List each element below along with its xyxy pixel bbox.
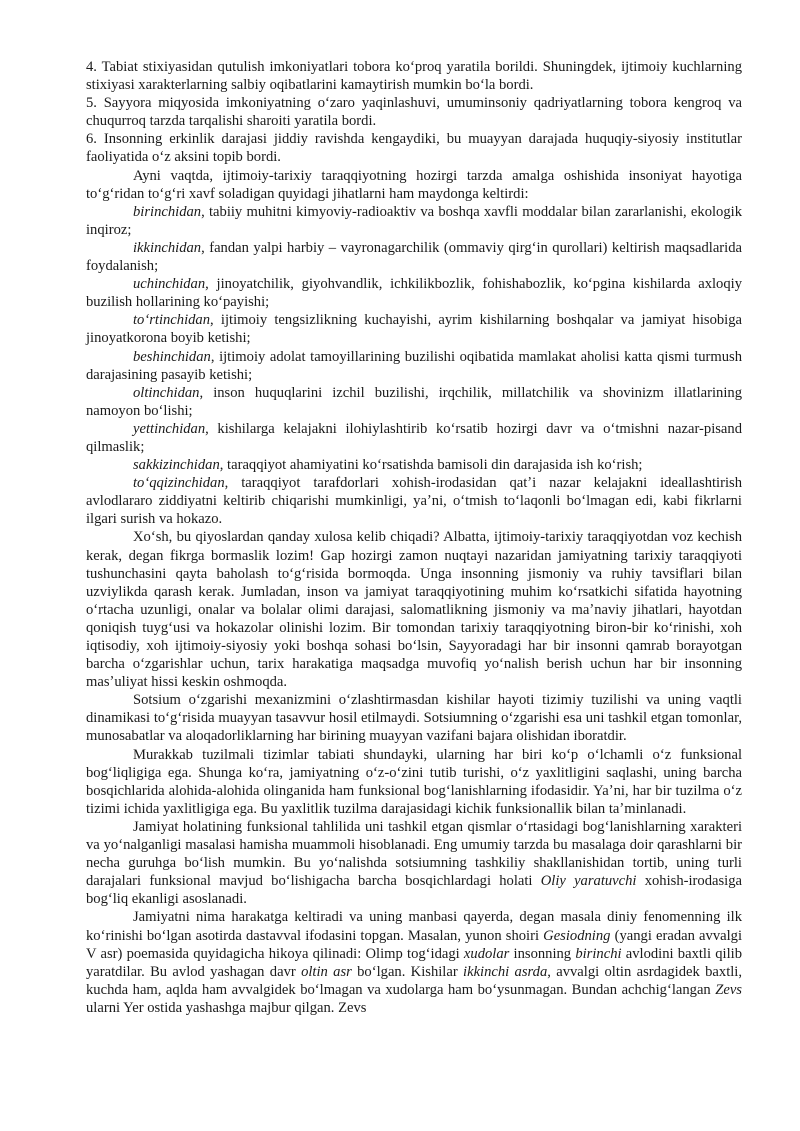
paragraph-conclusion: Xoʻsh, bu qiyoslardan qanday xulosa kelib chiqadi? Albatta, ijtimoiy-tarixiy taraqqiyotdan voz kechish kerak, degan fikrga bormaslik lozim! Gap hozirgi zamon nuqtayi nazaridan jamiyatning tarixiy taraqqiyoti tushunchasini qayta baholash toʻgʻrisida bormoqda. Unga insonning jismoniy va ruhiy tavsiflari bilan uzviylikda qarash kerak. Jumladan, inson va jamiyat taraqqiyotining muhim koʻrsatkichi sifatida hayotning oʻrtacha uzunligi, onalar va bolalar olimi darajasi, salomatlikning jismoniy va maʼnaviy jihatlari, hayotdan qoniqish tuygʻusi va hokazolar olinishi lozim. Bir tomondan tarixiy taraqqiyotning biron-bir koʻrinishi, xoh iqtisodiy, xoh ijtimoiy-siyosiy yoki boshqa sohasi boʻlsin, Sayyoradagi har bir insonni qamrab borayotgan barcha oʻzgarishlar uchun, tarix harakatiga maqsadga muvofiq yoʻnalish berish uchun har bir insonning masʼuliyat hissi keskin oshmoqda. <box>86 529 742 691</box>
emphasis: Zevs <box>715 981 742 998</box>
text-run: Jamiyatni nima harakatga keltiradi va uning manbasi qayerda, degan masala diniy fenomenning ilk koʻrinishi boʻlgan asotirda dastavval ifodasini topgan. Masalan, yunon shoiri <box>86 909 742 944</box>
emphasis: ikkinchi asrda <box>463 963 548 980</box>
emphasis: oltin asr <box>301 963 352 980</box>
paragraph-sotsium: Sotsium oʻzgarishi mexanizmini oʻzlashtirmasdan kishilar hayoti tizimiy tuzilishi va uning vaqtli dinamikasi toʻgʻrisida muayyan tasavvur hosil etilmaydi. Sotsiumning oʻzgarishi esa uni tashkil etgan tomonlar, munosabatlar va aloqadorliklarning har birining muayyan vazifani bajara olishidan iboratdir. <box>86 692 742 745</box>
list-term: ikkinchidan <box>133 239 202 256</box>
emphasis: xudolar <box>463 945 510 962</box>
numbered-point-5: 5. Sayyora miqyosida imkoniyatning oʻzaro yaqinlashuvi, umuminsoniy qadriyatlarning tobora kengroq va chuqurroq tarzda tarqalishi sharoiti yaratila bordi. <box>86 95 742 130</box>
text-run: xohish-irodasiga bogʻliq ekanligi asoslanadi. <box>86 873 742 908</box>
emphasis: birinchi <box>575 945 622 962</box>
list-term: yettinchidan <box>133 420 206 437</box>
text-run: insonning <box>509 945 576 962</box>
list-item-8 <box>86 456 742 474</box>
list-item-7 <box>86 420 742 456</box>
list-text: , fandan yalpi harbiy – vayronagarchilik (ommaviy qirgʻin qurollari) keltirish maqsadlarida foydalanish; <box>86 239 742 275</box>
list-text: , tabiiy muhitni kimyoviy-radioaktiv va boshqa xavfli moddalar bilan zararlanishi, ekologik inqiroz; <box>86 203 742 238</box>
list-term: beshinchidan <box>133 348 211 365</box>
list-term: sakkizinchidan <box>133 457 220 474</box>
list-item-2 <box>86 239 742 275</box>
text-run: boʻlgan. Kishilar <box>351 963 464 980</box>
emphasis: Oliy yaratuvchi <box>540 873 637 890</box>
list-term: uchinchidan <box>133 276 206 293</box>
list-item-5 <box>86 348 742 384</box>
list-text: , inson huquqlarini izchil buzilishi, irqchilik, millatchilik va shovinizm illatlarining namoyon boʻlishi; <box>86 384 742 419</box>
list-term: toʻqqizinchidan <box>133 475 225 492</box>
list-item-6 <box>86 384 742 420</box>
list-term: oltinchidan <box>133 384 200 401</box>
intro-paragraph: Ayni vaqtda, ijtimoiy-tarixiy taraqqiyotning hozirgi tarzda amalga oshishida insoniyat hayotiga toʻgʻridan toʻgʻri xavf soladigan quyidagi jihatlarni ham maydonga keltirdi: <box>86 167 742 202</box>
list-term: toʻrtinchidan <box>133 312 211 329</box>
text-run: ularni Yer ostida yashashga majbur qilgan. Zevs <box>86 999 367 1016</box>
text-run: Jamiyat holatining funksional tahlilida uni tashkil etgan qismlar oʻrtasidagi bogʻlanishlarning xarakteri va yoʻnalganligi masalasi hamisha muammoli hisoblanadi. Eng umumiy tarzda bu masalaga doir qarashlarni bir necha guruhga boʻlish mumkin. Bu yoʻnalishda sotsiumning tashkiliy shakllanishidan tortib, uning turli darajalari funksional mavjud boʻlishigacha barcha bosqichlardagi holati <box>86 818 742 890</box>
paragraph-mythology <box>86 908 742 1017</box>
paragraph-functional-analysis <box>86 818 742 908</box>
list-item-9 <box>86 474 742 528</box>
text-run: , avvalgi oltin asrdagidek baxtli, kuchda ham, aqlda ham avvalgidek boʻlmagan va xudolarga ham boʻysunmagan. Bundan achchigʻlangan <box>86 963 743 998</box>
paragraph-complex-systems: Murakkab tuzilmali tizimlar tabiati shundaykі, ularning har biri koʻp oʻlchamli oʻz funksional bogʻliqligiga ega. Shunga koʻra, jamiyatning oʻz-oʻzini tutib turishi, oʻz yaxlitligini saqlashi, uning barcha bosqichlarida alohida-alohida olinganida ham funksional bogʻlanishlarning ifodasidir. Yaʼni, har bir tuzilma oʻz tizimi ichida yaxlitligiga ega. Bu yaxlitlik tuzilma darajasidagi kichik funksionallik bilan taʼminlanadi. <box>86 746 742 817</box>
list-text: , jinoyatchilik, giyohvandlik, ichkilikbozlik, fohishabozlik, koʻpgina kishilarda axloqiy buzilish hollarining koʻpayishi; <box>86 276 742 311</box>
text-run: avlodini baxtli qilib yaratdilar. Bu avlod yashagan davr <box>86 945 742 980</box>
list-term: birinchidan <box>133 203 202 220</box>
text-run: (yangi eradan avvalgi V asr) poemasida quyidagicha hikoya qilinadi: Olimp togʻidagi <box>86 927 742 962</box>
list-text: , ijtimoiy adolat tamoyillarining buzilishi oqibatida mamlakat aholisi katta qismi turmush darajasining pasayib ketishi; <box>86 348 742 383</box>
numbered-point-4: 4. Tabiat stixiyasidan qutulish imkoniyatlari tobora koʻproq yaratila borildi. Shuningdek, ijtimoiy kuchlarning stixiyasi xarakterlarning salbiy oqibatlarini kamaytirish mumkin boʻla bordi. <box>86 59 742 94</box>
list-item-3 <box>86 275 742 311</box>
list-text: , kishilarga kelajakni ilohiylashtirib koʻrsatib hozirgi davr va oʻtmishni nazar-pisand qilmaslik; <box>86 420 742 455</box>
list-item-4 <box>86 311 742 347</box>
list-text: , taraqqiyot tarafdorlari xohish-irodasidan qatʼi nazar kelajakni ideallashtirish avlodlararo ziddiyatni keltirib chiqarishi mumkinligi, yaʼni, oʻtmish toʻlaqonli boʻlmagan edi, kabi fikrlarni ilgari surish va hokazo. <box>86 475 742 528</box>
list-item-1 <box>86 203 742 239</box>
emphasis: Gesiodning <box>543 927 611 944</box>
numbered-point-6: 6. Insonning erkinlik darajasi jiddiy ravishda kengaydiki, bu muayyan darajada huquqiy-siyosiy institutlar faoliyatida oʻz aksini topib bordi. <box>86 131 742 166</box>
list-text: , ijtimoiy tengsizlikning kuchayishi, ayrim kishilarning boshqalar va jamiyat hisobiga jinoyatkorona boyib ketishi; <box>86 312 742 347</box>
list-text: , taraqqiyot ahamiyatini koʻrsatishda bamisoli din darajasida ish koʻrish; <box>219 457 643 474</box>
